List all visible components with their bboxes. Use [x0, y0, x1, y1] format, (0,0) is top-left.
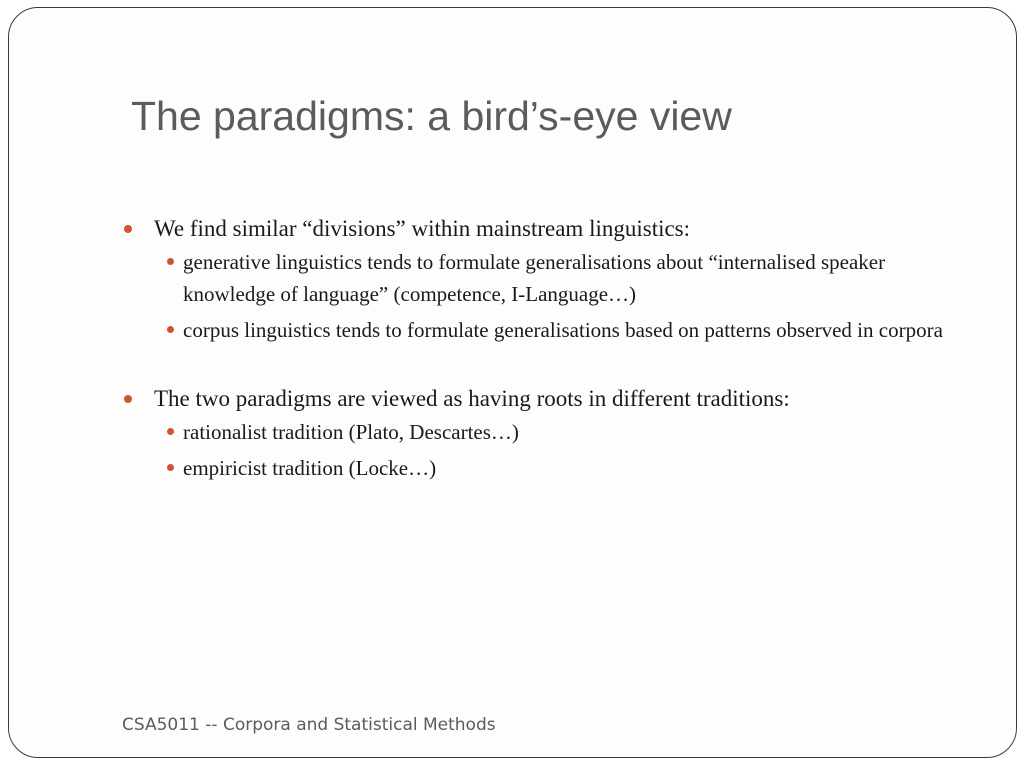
slide-title: The paradigms: a bird’s-eye view: [131, 93, 732, 139]
bullet-dot-icon: [124, 395, 132, 403]
sub-bullet-text: generative linguistics tends to formulate generalisations about “internalised speaker knowledge of language” (competence, I-Language…): [183, 250, 886, 306]
sub-bullet-item: [167, 314, 963, 346]
sub-bullet-item: [167, 452, 963, 484]
sub-bullet-text: corpus linguistics tends to formulate generalisations based on patterns observed in corpora: [183, 318, 943, 342]
bullet-dot-icon: [167, 326, 174, 333]
bullet-text: The two paradigms are viewed as having roots in different traditions:: [154, 386, 790, 411]
sub-bullet-text: rationalist tradition (Plato, Descartes…): [183, 420, 519, 444]
bullet-dot-icon: [167, 428, 174, 435]
bullet-text: We find similar “divisions” within mainstream linguistics:: [154, 216, 691, 241]
bullet-dot-icon: [167, 464, 174, 471]
sub-bullet-text: empiricist tradition (Locke…): [183, 456, 437, 480]
bullet-dot-icon: [124, 225, 132, 233]
sub-bullet-item: [167, 416, 963, 448]
sub-bullet-item: [167, 246, 963, 310]
slide-content: [123, 212, 963, 484]
bullet-item: [123, 212, 963, 246]
slide: [8, 7, 1017, 758]
bullet-dot-icon: [167, 258, 174, 265]
bullet-item: [123, 382, 963, 416]
slide-footer: CSA5011 -- Corpora and Statistical Methods: [122, 715, 496, 735]
